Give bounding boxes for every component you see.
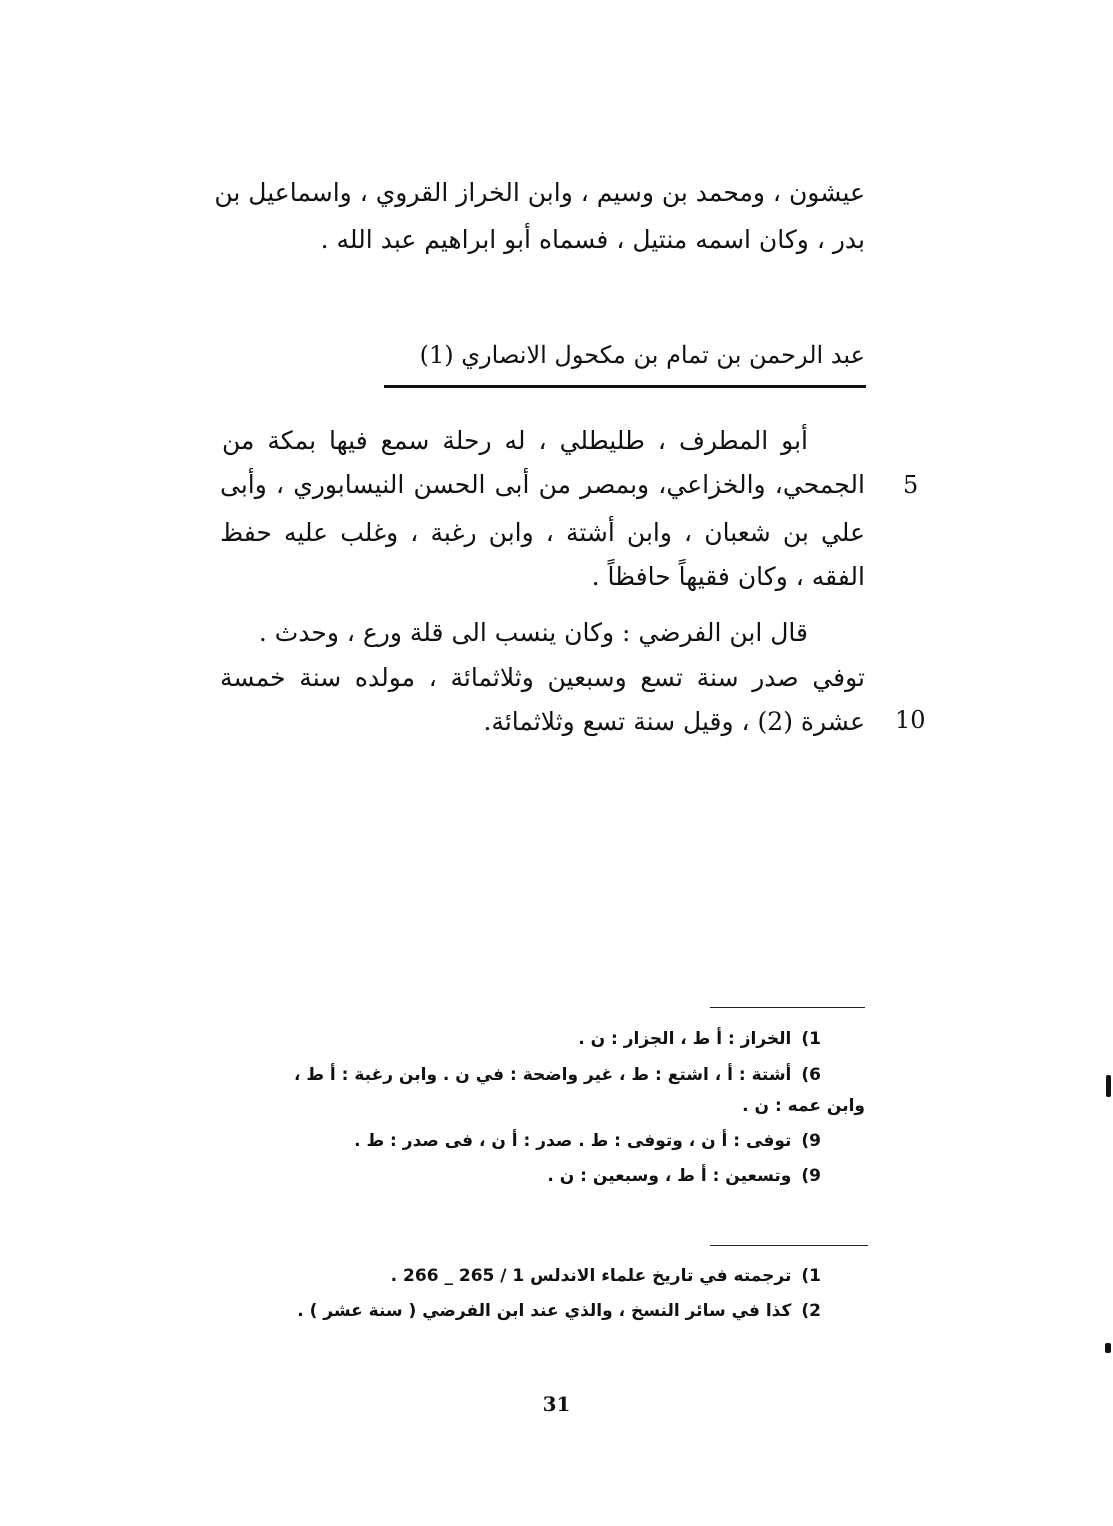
body-line-7: عشرة (2) ، وقيل سنة تسع وثلاثمائة. (483, 707, 865, 736)
variant-note-number: 6) (801, 1065, 821, 1085)
body-line-6: توفي صدر سنة تسع وسبعين وثلاثمائة ، مولده سنة خمسة (220, 663, 865, 692)
line-number-5: 5 (903, 471, 919, 499)
heading-underline (384, 385, 866, 388)
body-line-3: علي بن شعبان ، وابن أشتة ، وابن رغبة ، وغلب عليه حفظ (220, 518, 865, 547)
variant-note-text: وابن عمه : ن . (742, 1096, 865, 1116)
footnote-rule (710, 1245, 868, 1246)
footnote-text: ترجمته في تاريخ علماء الاندلس 1 / 265 _ 266 . (390, 1266, 792, 1286)
scan-speck (1106, 1075, 1111, 1097)
variant-note-number: 1) (801, 1029, 821, 1049)
variant-note-4 (547, 1162, 821, 1190)
variant-note-text: الخراز : أ ط ، الجزار : ن . (578, 1029, 792, 1049)
variant-note-text: أشتة : أ ، اشتع : ط ، غير واضحة : في ن . وابن رغبة : أ ط ، (293, 1065, 792, 1085)
page-number: 31 (542, 1392, 571, 1416)
line-number-10: 10 (895, 706, 926, 734)
variant-note-text: توفى : أ ن ، وتوفى : ط . صدر : أ ن ، فى صدر : ط . (354, 1131, 792, 1151)
variant-note-number: 9) (801, 1131, 821, 1151)
footnote-number: 1) (801, 1266, 821, 1286)
footnote-1 (391, 1262, 821, 1290)
footnote-2 (297, 1297, 821, 1325)
variant-note-1 (578, 1025, 821, 1053)
body-line-2: الجمحي، والخزاعي، وبمصر من أبى الحسن النيسابوري ، وأبى (220, 470, 865, 499)
body-line-1: أبو المطرف ، طليطلي ، له رحلة سمع فيها بمكة من (222, 426, 808, 455)
apparatus-rule (710, 1007, 865, 1008)
intro-line-1: عيشون ، ومحمد بن وسيم ، وابن الخراز القروي ، واسماعيل بن (214, 178, 865, 207)
scan-speck (1105, 1343, 1111, 1353)
entry-heading: عبد الرحمن بن تمام بن مكحول الانصاري (1) (419, 341, 865, 369)
variant-note-2 (294, 1061, 821, 1089)
variant-note-number: 9) (801, 1166, 821, 1186)
footnote-text: كذا في سائر النسخ ، والذي عند ابن الفرضي ( سنة عشر ) . (297, 1301, 792, 1321)
variant-note-text: وتسعين : أ ط ، وسبعين : ن . (547, 1166, 792, 1186)
body-line-4: الفقه ، وكان فقيهاً حافظاً . (591, 562, 865, 591)
body-line-5: قال ابن الفرضي : وكان ينسب الى قلة ورع ، وحدث . (258, 618, 808, 647)
intro-line-2: بدر ، وكان اسمه منتيل ، فسماه أبو ابراهيم عبد الله . (320, 225, 865, 254)
footnote-number: 2) (801, 1301, 821, 1321)
variant-note-3 (354, 1127, 821, 1155)
variant-note-2-continued (742, 1092, 865, 1120)
